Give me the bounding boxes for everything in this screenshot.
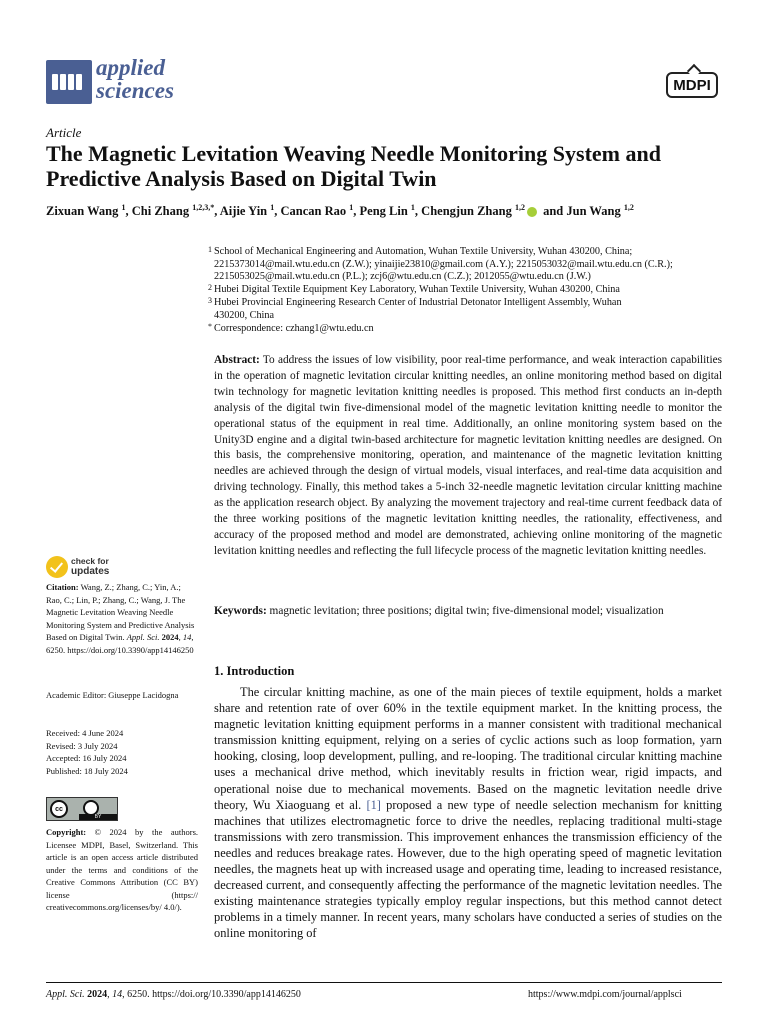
affiliation-2: 2 Hubei Digital Textile Equipment Key Laboratory, Wuhan Textile University, Wuhan 430200, China xyxy=(208,283,620,295)
by-label: BY xyxy=(79,814,117,820)
footer-journal-url[interactable]: https://www.mdpi.com/journal/applsci xyxy=(528,989,682,1000)
cc-icon: cc xyxy=(50,800,68,818)
intro-paragraph: The circular knitting machine, as one of the main pieces of textile equipment, holds a market share and retention rate of over 60% in the textile equipment market. In the knitting process, the magnetic levitation knitting equipment performs in a manner consistent with traditional mechanical transmission knitting equipment, relying on a series of cyclic actions such as loop formation, yarn hooking, closing, loop development, pulling, and re-looping. The traditional circular knitting machine uses a mechanical drive method, which inevitably results in friction wear, rigid impacts, and operational noise due to mechanical movements. Based on the magnetic levitation needle drive theory, Wu Xiaoguang et al. [1] proposed a new type of needle selection mechanism for knitting machines that utilizes electromagnetic force to drive the needles, replacing traditional multi-stage transmissions with zero transmission. This improvement enhances the transmission efficiency of the needles and reduces breakage rates. However, due to the high operating speed of magnetic levitation needles, the magnets heat up with increased usage and operating time, leading to increased resistance, decreased current, and consequently affecting the performance of the magnetic levitation needles. The existing maintenance strategies typically employ regular inspections, but this method cannot detect problems in a timely manner. In recent years, many scholars have conducted a series of studies on the online monitoring of xyxy=(214,685,722,941)
affiliation-3: 3 Hubei Provincial Engineering Research Center of Industrial Detonator Intelligent Assembly, Wuhan 430200, China xyxy=(208,296,622,321)
citation: Citation: Wang, Z.; Zhang, C.; Yin, A.; Rao, C.; Lin, P.; Zhang, C.; Wang, J. The Magnetic Levitation Weaving Needle Monitoring System and Predictive Analysis Based on Digital Twin. Appl. Sci. 2024, 14, 6250. https://doi.org/10.3390/app14146250 xyxy=(46,582,195,655)
footer-citation: Appl. Sci. 2024, 14, 6250. https://doi.org/10.3390/app14146250 xyxy=(46,989,301,1000)
cc-license-badge[interactable] xyxy=(46,797,118,821)
check-updates-label[interactable]: check for updates xyxy=(71,556,110,577)
check-updates-icon[interactable] xyxy=(46,556,68,578)
section-heading: 1. Introduction xyxy=(214,664,295,678)
abstract: Abstract: To address the issues of low visibility, poor real-time performance, and weak interaction capabilities in the operation of magnetic levitation circular knitting needles, an online monitoring method based on digital twin technology for magnetic levitation knitting needles is proposed. This method first conducts an in-depth analysis of the digital twin five-dimensional model of the magnetic levitation knitting needle to monitor the operational status of the equipment in real time. Additionally, an online monitoring system based on the Unity3D engine and a digital twin-based architecture for magnetic levitation knitting needles are designed. On this basis, the comprehensive monitoring, operation, and maintenance of the magnetic levitation knitting needles are achieved through the design of virtual models, visual interfaces, and real-time data acquisition and driving technology. Finally, this method takes a 5-inch 32-needle magnetic levitation circular knitting machine as the application research object. By analyzing the movement trajectory and real-time current feedback data of the three working positions of the magnetic levitation knitting needles, the rationality, effectiveness, and accuracy of the proposed method and model are demonstrated, achieving online monitoring of the magnetic levitation knitting needles and reflecting the full lifecycle process of the magnetic levitation knitting needles. xyxy=(214,354,722,557)
article-type: Article xyxy=(46,125,82,140)
academic-editor: Academic Editor: Giuseppe Lacidogna xyxy=(46,690,179,700)
dates: Received: 4 June 2024 Revised: 3 July 2024 Accepted: 16 July 2024 Published: 18 July 2024 xyxy=(46,728,128,776)
orcid-icon[interactable] xyxy=(527,207,537,217)
author-list: Zixuan Wang $^1$, Chi Zhang $^{1,2,3,*}$, Aijie Yin $^1$, Cancan Rao $^1$, Peng Lin $^1$, Chengjun Zhang $^{1,2}$ and Jun Wang $^{1,2}$ xyxy=(46,203,634,219)
keywords: Keywords: magnetic levitation; three positions; digital twin; five-dimensional model; visualization xyxy=(214,605,664,617)
footer-divider xyxy=(46,982,722,983)
journal-name: applied sciences xyxy=(96,55,174,103)
correspondence: * Correspondence: czhang1@wtu.edu.cn xyxy=(208,322,374,334)
journal-logo-icon xyxy=(46,60,92,104)
article-title: The Magnetic Levitation Weaving Needle Monitoring System and Predictive Analysis Based on Digital Twin xyxy=(46,141,661,191)
affiliation-1: 1 School of Mechanical Engineering and Automation, Wuhan Textile University, Wuhan 430200, China; 2215373014@mail.wtu.edu.cn (Z.W.); yinaijie23810@gmail.com (A.Y.); 2215053032@mail.wtu.edu.cn (C.R.); 2215053025@mail.wtu.edu.cn (P.L.); zcj6@wtu.edu.cn (C.Z.); 2012055@wtu.edu.cn (J.W.) xyxy=(208,245,673,282)
publisher-logo: MDPI xyxy=(666,72,718,98)
reference-link[interactable]: [1] xyxy=(366,797,381,812)
copyright-notice: Copyright: © 2024 by the authors. Licensee MDPI, Basel, Switzerland. This article is an open access article distributed under the terms and conditions of the Creative Commons Attribution (CC BY) license (https:// creativecommons.org/licenses/by/ 4.0/). xyxy=(46,827,199,912)
